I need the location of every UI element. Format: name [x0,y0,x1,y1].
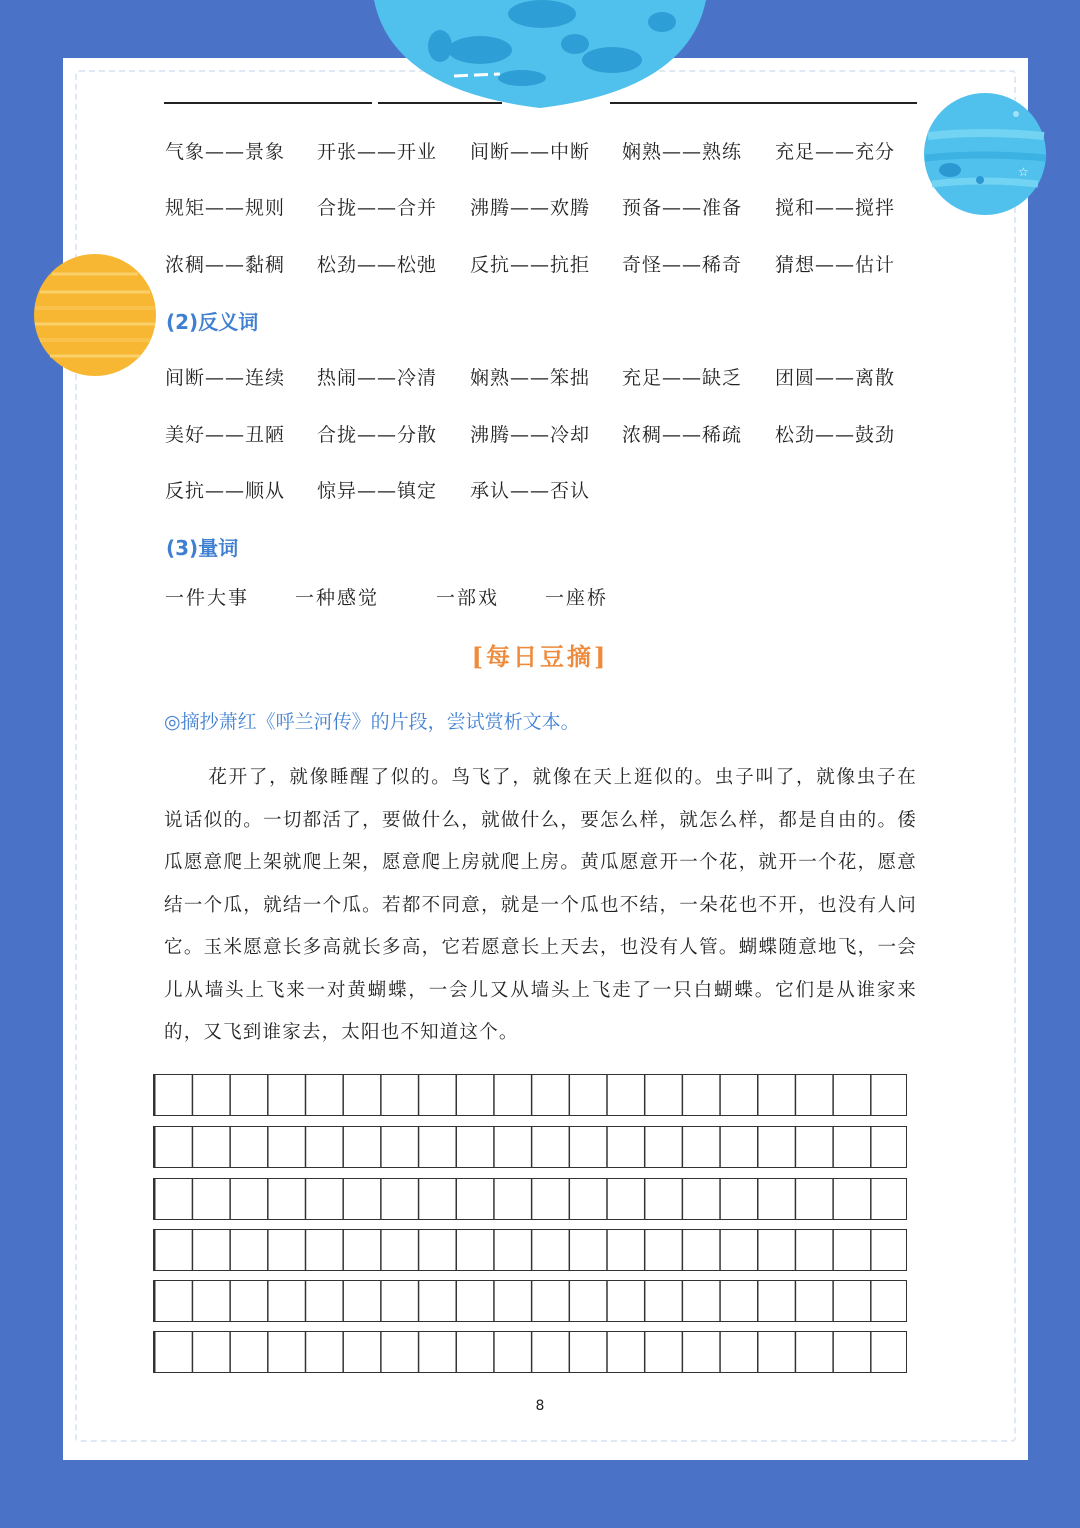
svg-text:☆: ☆ [1018,165,1029,179]
word-pair: 气象——景象 [165,141,286,163]
excerpt-passage: 花开了，就像睡醒了似的。鸟飞了，就像在天上逛似的。虫子叫了，就像虫子在说话似的。一切都活了，要做什么，就做什么，要怎么样，就怎么样，都是自由的。倭瓜愿意爬上架就爬上架，愿意爬上房就爬上房。黄瓜愿意开一个花，就开一个花，愿意结一个瓜，就结一个瓜。若都不同意，就是一个瓜也不结，一朵花也不开，也没有人问它。玉米愿意长多高就长多高，它若愿意长上天去，也没有人管。蝴蝶随意地飞，一会儿从墙头上飞来一对黄蝴蝶，一会儿又从墙头上飞走了一只白蝴蝶。它们是从谁家来的，又飞到谁家去，太阳也不知道这个。 [164,767,917,1043]
antonyms-heading: (2)反义词 [166,310,259,334]
word-pair: 充足——缺乏 [622,367,743,389]
word-pair: 猜想——估计 [775,254,896,276]
writing-grid-row[interactable] [153,1178,907,1220]
page-number: 8 [535,1398,545,1414]
word-pair: 合拢——分散 [317,424,438,446]
word-pair: 娴熟——笨拙 [470,367,591,389]
writing-grid-row[interactable] [153,1280,907,1322]
word-pair: 合拢——合并 [317,197,438,219]
yellow-planet-illustration [32,252,158,378]
measure-word: 一种感觉 [295,587,380,609]
word-pair: 沸腾——欢腾 [470,197,591,219]
measure-word: 一部戏 [436,587,500,609]
word-pair: 反抗——抗拒 [470,254,591,276]
measure-words-heading: (3)量词 [166,536,239,560]
writing-grid-row[interactable] [153,1229,907,1271]
word-pair: 娴熟——熟练 [622,141,743,163]
daily-excerpt-title: [每日豆摘] [471,642,609,671]
word-pair: 开张——开业 [317,141,438,163]
word-pair: 惊异——镇定 [317,480,438,502]
writing-grid-row[interactable] [153,1331,907,1373]
writing-grid[interactable] [153,1074,907,1383]
header-underline-right [610,102,917,104]
word-pair: 反抗——顺从 [165,480,286,502]
word-pair: 间断——中断 [470,141,591,163]
word-pair: 浓稠——稀疏 [622,424,743,446]
word-pair: 热闹——冷清 [317,367,438,389]
header-underline-middle [378,102,502,104]
word-pair: 浓稠——黏稠 [165,254,286,276]
word-pair: 充足——充分 [775,141,896,163]
header-underline-left [164,102,372,104]
word-pair: 预备——准备 [622,197,743,219]
word-pair: 团圆——离散 [775,367,896,389]
word-pair: 承认——否认 [470,480,591,502]
blue-moon-top-illustration [372,0,708,112]
word-pair: 松劲——鼓劲 [775,424,896,446]
excerpt-task-instruction: ◎摘抄萧红《呼兰河传》的片段，尝试赏析文本。 [164,711,580,733]
measure-word: 一座桥 [545,587,609,609]
word-pair: 松劲——松弛 [317,254,438,276]
writing-grid-row[interactable] [153,1126,907,1168]
word-pair: 搅和——搅拌 [775,197,896,219]
word-pair: 沸腾——冷却 [470,424,591,446]
blue-planet-illustration [922,92,1050,216]
writing-grid-row[interactable] [153,1074,907,1116]
word-pair: 奇怪——稀奇 [622,254,743,276]
measure-word: 一件大事 [165,587,250,609]
word-pair: 美好——丑陋 [165,424,286,446]
word-pair: 规矩——规则 [165,197,286,219]
word-pair: 间断——连续 [165,367,286,389]
